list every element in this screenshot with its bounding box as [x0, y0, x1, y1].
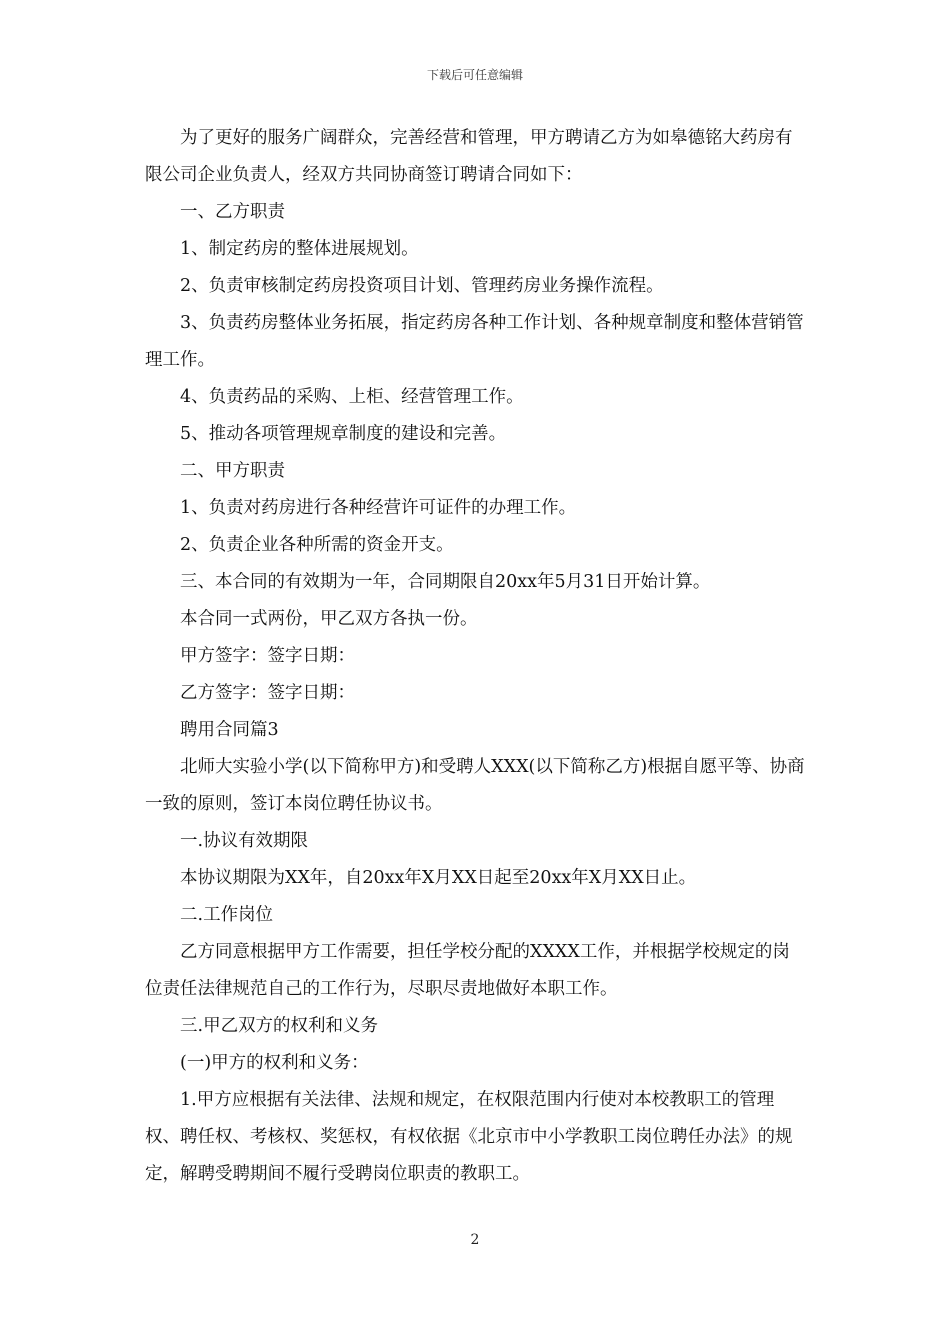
list-item: 1、制定药房的整体进展规划。: [180, 239, 419, 259]
section-title-contract-3: 聘用合同篇3: [180, 720, 279, 740]
paragraph-validity: 本协议期限为XX年，自20xx年X月XX日起至20xx年X月XX日止。: [180, 868, 697, 888]
list-item: 5、推动各项管理规章制度的建设和完善。: [180, 424, 507, 444]
section-heading-party-a-duties: 二、甲方职责: [180, 461, 285, 481]
paragraph-intro: 为了更好的服务广阔群众，完善经营和管理，甲方聘请乙方为如皋德铭大药房有限公司企业负责人，经双方共同协商签订聘请合同如下：: [145, 128, 793, 185]
subsection-heading-party-a-rights: (一)甲方的权利和义务：: [180, 1053, 369, 1073]
list-item: 2、负责企业各种所需的资金开支。: [180, 535, 454, 555]
page-number: 2: [470, 1232, 480, 1248]
paragraph-term: 三、本合同的有效期为一年，合同期限自20xx年5月31日开始计算。: [180, 572, 711, 592]
paragraph-copies: 本合同一式两份，甲乙双方各执一份。: [180, 609, 478, 629]
section-heading-party-b-duties: 一、乙方职责: [180, 202, 285, 222]
document-body: [145, 120, 807, 1193]
list-item: 1、负责对药房进行各种经营许可证件的办理工作。: [180, 498, 577, 518]
list-item: 2、负责审核制定药房投资项目计划、管理药房业务操作流程。: [180, 276, 664, 296]
list-item: 3、负责药房整体业务拓展，指定药房各种工作计划、各种规章制度和整体营销管理工作。: [145, 313, 804, 370]
list-item: 4、负责药品的采购、上柜、经营管理工作。: [180, 387, 524, 407]
section-heading-rights: 三.甲乙双方的权利和义务: [180, 1016, 379, 1036]
section-heading-position: 二.工作岗位: [180, 905, 274, 925]
signature-line-party-a: 甲方签字：签字日期：: [180, 646, 355, 666]
list-item: 1.甲方应根据有关法律、法规和规定，在权限范围内行使对本校教职工的管理权、聘任权、考核权、奖惩权，有权依据《北京市中小学教职工岗位聘任办法》的规定，解聘受聘期间不履行受聘岗位职责的教职工。: [145, 1090, 793, 1184]
page-header: 下载后可任意编辑: [426, 68, 523, 82]
section-heading-validity: 一.协议有效期限: [180, 831, 309, 851]
signature-line-party-b: 乙方签字：签字日期：: [180, 683, 355, 703]
paragraph-preamble: 北师大实验小学(以下简称甲方)和受聘人XXX(以下简称乙方)根据自愿平等、协商一致的原则，签订本岗位聘任协议书。: [145, 757, 805, 814]
paragraph-position: 乙方同意根据甲方工作需要，担任学校分配的XXXX工作，并根据学校规定的岗位责任法律规范自己的工作行为，尽职尽责地做好本职工作。: [145, 942, 790, 999]
